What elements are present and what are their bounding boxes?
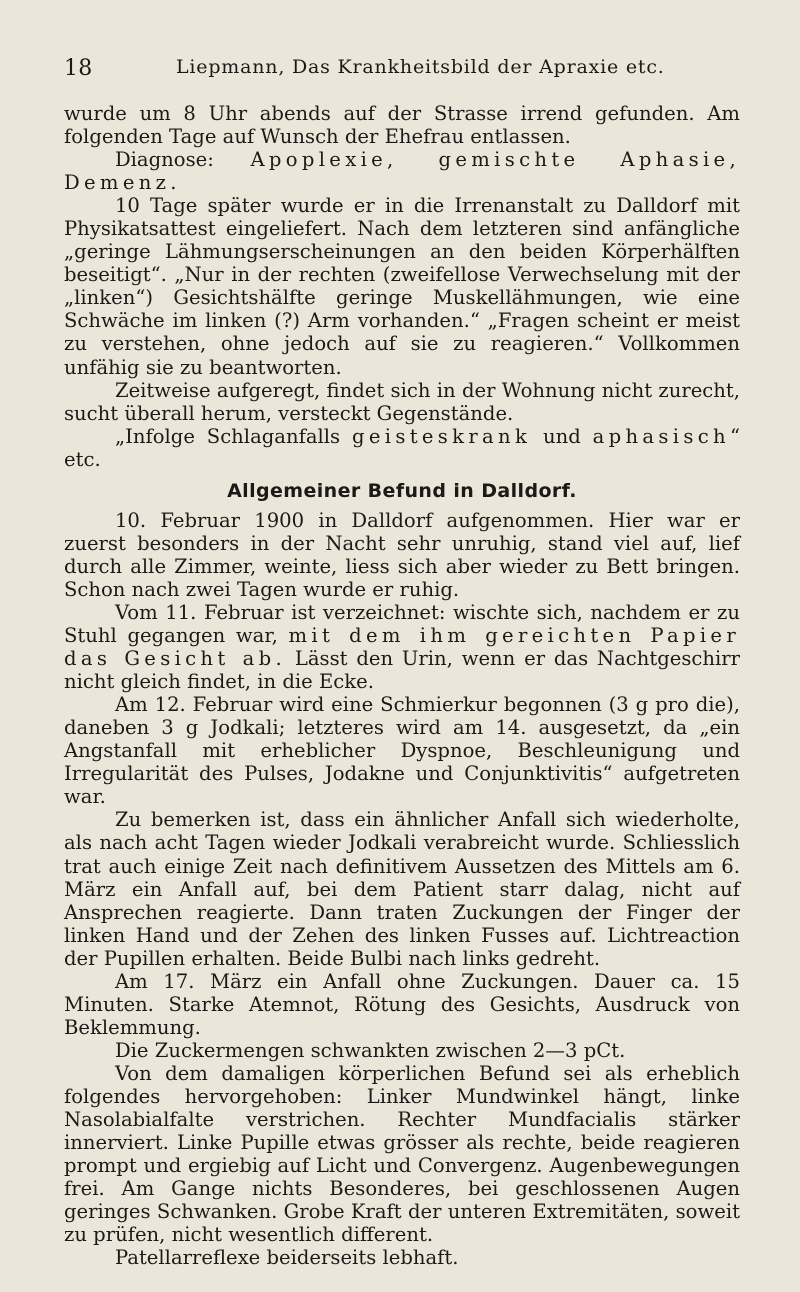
section-heading: Allgemeiner Befund in Dalldorf. bbox=[227, 479, 577, 502]
page-number: 18 bbox=[64, 56, 93, 81]
p5-part-c: “ etc. bbox=[64, 424, 740, 471]
paragraph-8: Am 12. Februar wird eine Schmierkur begonnen (3 g pro die), daneben 3 g Jodkali; letzteres wird am 14. ausgesetzt, da „ein Angstanfall mit erheblicher Dyspnoe, Beschleunigung und Irregularität des Pulses, Jodakne und Conjunktivitis“ aufgetreten war. bbox=[64, 693, 740, 809]
paragraph-9: Zu bemerken ist, dass ein ähnlicher Anfall sich wiederholte, als nach acht Tagen wieder Jodkali verabreicht wurde. Schliesslich trat auch einige Zeit nach definitivem Aussetzen des Mittels am 6. März ein Anfall auf, bei dem Patient starr dalag, nicht auf Ansprechen reagierte. Dann traten Zuckungen der Finger der linken Hand und der Zehen des linken Fusses auf. Lichtreaction der Pupillen erhalten. Beide Bulbi nach links gedreht. bbox=[64, 808, 740, 970]
paragraph-13: Patellarreflexe beiderseits lebhaft. bbox=[114, 1246, 459, 1270]
paragraph-3: 10 Tage später wurde er in die Irrenanstalt zu Dalldorf mit Physikatsattest eingeliefert. Nach dem letzteren sind anfängliche „geringe Lähmungserscheinungen an den beiden Körperhälften beseitigt“. „Nur in der rechten (zweifellose Verwechselung mit der „linken“) Gesichtshälfte geringe Muskellähmungen, wie eine Schwäche im linken (?) Arm vorhanden.“ „Fragen scheint er meist zu verstehen, ohne jedoch auf sie zu reagieren.“ Vollkommen unfähig sie zu beantworten. bbox=[64, 194, 740, 379]
paragraph-12: Von dem damaligen körperlichen Befund sei als erheblich folgendes hervorgehoben: Linker Mundwinkel hängt, linke Nasolabialfalte verstrichen. Rechter Mundfacialis stärker innerviert. Linke Pupille etwas grösser als rechte, beide reagieren prompt und ergiebig auf Licht und Convergenz. Augenbewegungen frei. Am Gange nichts Besonderes, bei geschlossenen Augen geringes Schwanken. Grobe Kraft der unteren Extremitäten, soweit zu prüfen, nicht wesentlich different. bbox=[64, 1061, 740, 1247]
paragraph-4: Zeitweise aufgeregt, findet sich in der Wohnung nicht zurecht, sucht überall herum, versteckt Gegenstände. bbox=[64, 378, 740, 425]
p5-part-b: und bbox=[531, 424, 593, 448]
p7-spaced: mit dem ihm gereichten Papier das Gesicht ab. bbox=[64, 624, 740, 671]
paragraph-7 bbox=[64, 601, 740, 693]
paragraph-diagnosis bbox=[64, 148, 740, 194]
p5-part-a: „Infolge Schlaganfalls bbox=[114, 424, 352, 448]
running-title: Liepmann, Das Krankheitsbild der Apraxie etc. bbox=[176, 56, 665, 78]
diagnosis-text: Apoplexie, gemischte Aphasie, Demenz. bbox=[64, 148, 740, 195]
paragraph-11: Die Zuckermengen schwankten zwischen 2—3 pCt. bbox=[114, 1038, 626, 1062]
p7-part-a: Vom 11. Februar ist verzeichnet: wischte sich, nachdem er zu Stuhl gegangen war, bbox=[64, 600, 740, 648]
paragraph-1: wurde um 8 Uhr abends auf der Strasse irrend gefunden. Am folgenden Tage auf Wunsch der Ehefrau entlassen. bbox=[64, 102, 740, 149]
paragraph-5 bbox=[64, 425, 740, 471]
paragraph-6: 10. Februar 1900 in Dalldorf aufgenommen. Hier war er zuerst besonders in der Nacht sehr unruhig, stand viel auf, lief durch alle Zimmer, weinte, liess sich aber wieder zu Bett bringen. Schon nach zwei Tagen wurde er ruhig. bbox=[64, 508, 740, 601]
p5-spaced-1: geisteskrank bbox=[351, 424, 532, 448]
paragraph-10: Am 17. März ein Anfall ohne Zuckungen. Dauer ca. 15 Minuten. Starke Atemnot, Rötung des Gesichts, Ausdruck von Beklemmung. bbox=[64, 969, 740, 1039]
p5-spaced-2: aphasisch bbox=[592, 424, 730, 448]
diagnosis-label: Diagnose: bbox=[114, 148, 251, 172]
body-text bbox=[64, 102, 740, 1269]
p7-part-b: Lässt den Urin, wenn er das Nachtgeschirr nicht gleich findet, in die Ecke. bbox=[64, 647, 741, 694]
